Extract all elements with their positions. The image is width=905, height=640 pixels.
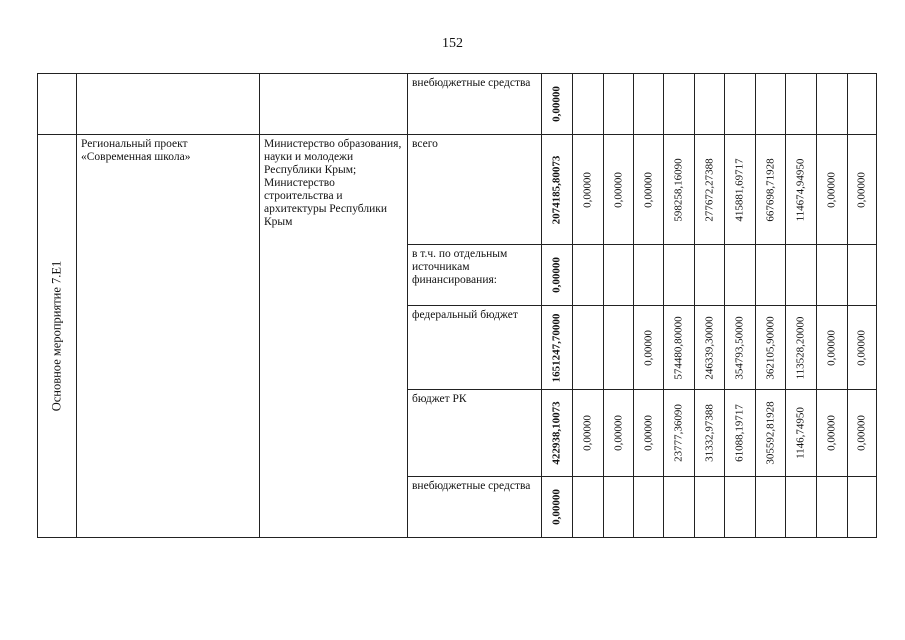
value-cell <box>817 390 848 477</box>
value-cell <box>664 74 695 135</box>
year-value: 574480,80000 <box>672 315 685 380</box>
total-value: 0,00000 <box>550 489 563 525</box>
total-value: 2074185,80073 <box>550 155 563 224</box>
value-cell <box>573 390 604 477</box>
value-cell <box>725 390 756 477</box>
value-cell <box>817 477 848 538</box>
value-cell <box>573 477 604 538</box>
table-row <box>38 135 877 245</box>
value-cell <box>817 306 848 390</box>
value-cell <box>848 390 877 477</box>
value-cell <box>604 245 634 306</box>
year-value: 362105,90000 <box>764 315 776 380</box>
value-cell <box>634 306 664 390</box>
executors-text: Министерство образования, науки и молодежи Республики Крым; Министерство строительства и архитектуры Республики Крым <box>264 138 402 228</box>
value-cell <box>573 245 604 306</box>
year-value: 305592,81928 <box>764 401 776 465</box>
value-cell <box>817 245 848 306</box>
value-cell <box>725 135 756 245</box>
value-cell <box>725 245 756 306</box>
activity-label-cell-top <box>38 74 77 135</box>
value-cell <box>604 477 634 538</box>
year-value: 61088,19717 <box>733 404 746 462</box>
value-cell <box>848 245 877 306</box>
total-value: 1651247,70000 <box>550 313 563 382</box>
year-value: 1146,74950 <box>794 407 807 459</box>
source-cell: внебюджетные средства <box>408 74 542 135</box>
executors-cell-top <box>260 74 408 135</box>
year-value: 0,00000 <box>855 415 868 451</box>
value-cell <box>756 390 786 477</box>
year-value: 0,00000 <box>825 171 838 208</box>
value-cell <box>573 74 604 135</box>
value-cell <box>664 135 695 245</box>
source-label: бюджет РК <box>412 393 467 405</box>
source-cell <box>408 135 542 245</box>
year-value: 415881,69717 <box>733 157 746 222</box>
year-value: 0,00000 <box>612 415 624 451</box>
total-cell <box>542 477 573 538</box>
value-cell <box>817 74 848 135</box>
value-cell <box>664 390 695 477</box>
budget-table <box>37 73 877 538</box>
year-value: 354793,50000 <box>733 315 746 380</box>
value-cell <box>848 306 877 390</box>
value-cell <box>634 74 664 135</box>
value-cell <box>848 74 877 135</box>
value-cell <box>725 477 756 538</box>
value-cell <box>634 390 664 477</box>
value-cell <box>756 306 786 390</box>
project-name: Региональный проект «Современная школа» <box>81 138 191 163</box>
value-cell <box>786 477 817 538</box>
value-cell <box>604 135 634 245</box>
total-cell: 0,00000 <box>542 74 573 135</box>
year-value: 0,00000 <box>855 171 868 208</box>
value-cell <box>695 306 725 390</box>
value-cell <box>817 135 848 245</box>
year-value: 0,00000 <box>855 329 868 366</box>
value-cell <box>756 245 786 306</box>
source-label: в т.ч. по отдельным источникам финансирования: <box>412 248 508 286</box>
year-value: 0,00000 <box>825 329 838 366</box>
value-cell <box>634 135 664 245</box>
total-value: 422938,10073 <box>550 401 563 465</box>
year-value: 0,00000 <box>581 171 594 208</box>
total-value: 0,00000 <box>550 257 563 293</box>
value-cell <box>695 135 725 245</box>
source-cell <box>408 390 542 477</box>
value-cell <box>664 477 695 538</box>
year-value: 0,00000 <box>612 171 624 208</box>
source-cell <box>408 306 542 390</box>
activity-label: Основное мероприятие 7.Е1 <box>49 260 64 412</box>
value-cell <box>634 477 664 538</box>
project-cell-top <box>77 74 260 135</box>
value-cell <box>848 477 877 538</box>
value-cell <box>604 74 634 135</box>
value-cell <box>786 245 817 306</box>
value-cell <box>725 74 756 135</box>
value-cell <box>786 306 817 390</box>
year-value: 0,00000 <box>642 415 654 451</box>
value-cell <box>695 390 725 477</box>
activity-label-cell <box>38 135 77 538</box>
year-value: 246339,30000 <box>703 315 715 380</box>
value-cell <box>695 74 725 135</box>
year-value: 598258,16090 <box>672 157 685 222</box>
total-cell <box>542 390 573 477</box>
source-cell <box>408 477 542 538</box>
source-label: всего <box>412 138 438 150</box>
year-value: 31332,97388 <box>703 404 715 462</box>
value-cell <box>848 135 877 245</box>
year-value: 667698,71928 <box>764 157 776 222</box>
total-cell <box>542 245 573 306</box>
year-value: 113528,20000 <box>794 316 807 379</box>
value-cell <box>664 306 695 390</box>
value-cell <box>786 135 817 245</box>
table-row <box>38 74 877 135</box>
value-cell <box>695 245 725 306</box>
total-cell <box>542 306 573 390</box>
value-cell <box>756 74 786 135</box>
year-value: 0,00000 <box>825 415 838 451</box>
year-value: 0,00000 <box>642 171 654 208</box>
year-value: 0,00000 <box>581 415 594 451</box>
value-cell <box>756 477 786 538</box>
value-cell <box>695 477 725 538</box>
year-value: 23777,36090 <box>672 404 685 462</box>
value-cell <box>634 245 664 306</box>
page-number: 152 <box>442 36 463 51</box>
year-value: 277672,27388 <box>703 157 715 222</box>
value-cell <box>604 390 634 477</box>
value-cell <box>786 74 817 135</box>
value-cell <box>573 306 604 390</box>
value-cell <box>786 390 817 477</box>
value-cell <box>573 135 604 245</box>
total-cell <box>542 135 573 245</box>
value-cell <box>604 306 634 390</box>
source-label: внебюджетные средства <box>412 480 531 492</box>
year-value: 0,00000 <box>642 329 654 366</box>
source-cell <box>408 245 542 306</box>
value-cell <box>756 135 786 245</box>
project-cell <box>77 135 260 538</box>
executors-cell <box>260 135 408 538</box>
source-label: федеральный бюджет <box>412 309 518 321</box>
value-cell <box>664 245 695 306</box>
year-value: 114674,94950 <box>794 158 807 221</box>
value-cell <box>725 306 756 390</box>
